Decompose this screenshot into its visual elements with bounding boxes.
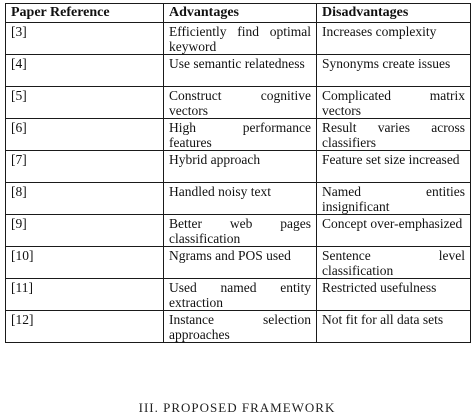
cell-reference: [9] xyxy=(6,215,164,247)
cell-disadvantage: Restricted usefulness xyxy=(317,279,471,311)
cell-advantage: Efficiently find optimal keyword xyxy=(164,23,317,55)
cell-advantage: Handled noisy text xyxy=(164,183,317,215)
cell-disadvantage: Feature set size increased xyxy=(317,151,471,183)
table-row xyxy=(6,151,471,183)
cell-disadvantage: Sentence level classification xyxy=(317,247,471,279)
header-disadvantages: Disadvantages xyxy=(317,4,471,23)
cell-disadvantage: Concept over-emphasized xyxy=(317,215,471,247)
header-advantages: Advantages xyxy=(164,4,317,23)
cell-advantage: High performance features xyxy=(164,119,317,151)
cell-reference: [6] xyxy=(6,119,164,151)
cell-reference: [4] xyxy=(6,55,164,87)
cell-reference: [7] xyxy=(6,151,164,183)
cell-disadvantage: Not fit for all data sets xyxy=(317,311,471,343)
table-row xyxy=(6,119,471,151)
cell-disadvantage: Named entities insignificant xyxy=(317,183,471,215)
table-row xyxy=(6,279,471,311)
header-paper-reference: Paper Reference xyxy=(6,4,164,23)
comparison-table xyxy=(5,3,471,343)
table-row xyxy=(6,23,471,55)
cell-advantage: Instance selection approaches xyxy=(164,311,317,343)
table-row xyxy=(6,183,471,215)
cell-reference: [5] xyxy=(6,87,164,119)
cell-disadvantage: Increases complexity xyxy=(317,23,471,55)
table-row xyxy=(6,215,471,247)
table-row xyxy=(6,55,471,87)
cell-disadvantage: Result varies across classifiers xyxy=(317,119,471,151)
cell-reference: [12] xyxy=(6,311,164,343)
cell-disadvantage: Synonyms create issues xyxy=(317,55,471,87)
cell-advantage: Better web pages classification xyxy=(164,215,317,247)
cell-advantage: Hybrid approach xyxy=(164,151,317,183)
header-row xyxy=(6,4,471,23)
cell-reference: [3] xyxy=(6,23,164,55)
cell-advantage: Use semantic relatedness xyxy=(164,55,317,87)
section-heading: III. PROPOSED FRAMEWORK xyxy=(138,400,336,415)
cell-disadvantage: Complicated matrix vectors xyxy=(317,87,471,119)
table-row xyxy=(6,247,471,279)
cell-advantage: Used named entity extraction xyxy=(164,279,317,311)
cell-reference: [10] xyxy=(6,247,164,279)
cell-advantage: Ngrams and POS used xyxy=(164,247,317,279)
cell-reference: [11] xyxy=(6,279,164,311)
table-row xyxy=(6,87,471,119)
cell-reference: [8] xyxy=(6,183,164,215)
table-row xyxy=(6,311,471,343)
cell-advantage: Construct cognitive vectors xyxy=(164,87,317,119)
